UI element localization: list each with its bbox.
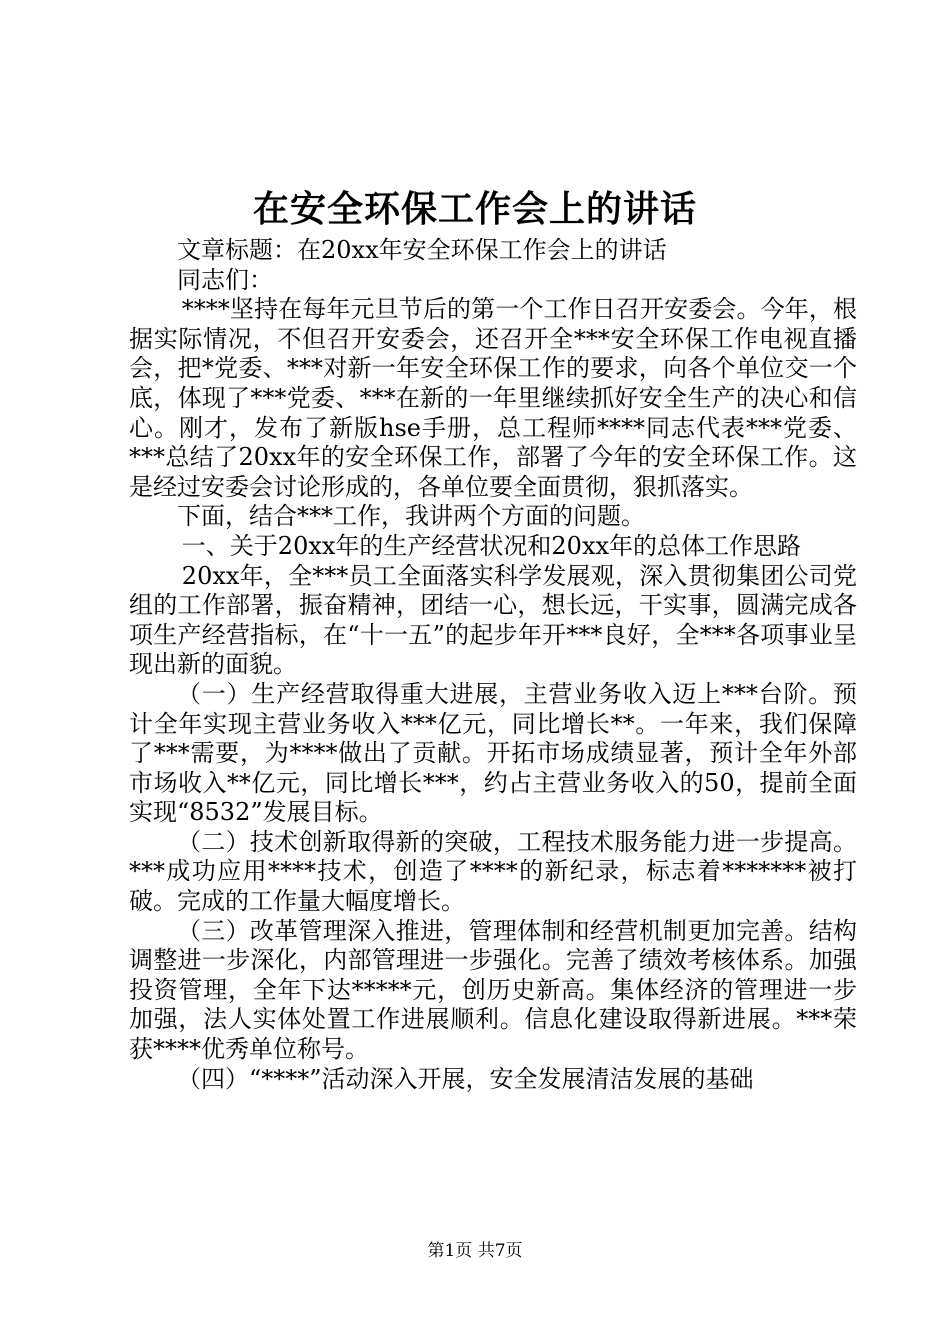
- article-title-line: 文章标题：在20xx年安全环保工作会上的讲话: [177, 236, 667, 264]
- document-title: 在安全环保工作会上的讲话: [252, 188, 697, 230]
- section-heading-1: 一、关于20xx年的生产经营状况和20xx年的总体工作思路: [181, 531, 802, 560]
- paragraph-summary: 20xx年，全***员工全面落实科学发展观，深入贯彻集团公司党组的工作部署，振奋精神，团结一心，想长远，干实事，圆满完成各项生产经营指标，在“十一五”的起步年开***良好，全***各项事业呈现出新的面貌。: [129, 561, 857, 679]
- document-body: [129, 236, 857, 1094]
- paragraph-point-4: （四）“****”活动深入开展，安全发展清洁发展的基础: [177, 1064, 754, 1093]
- paragraph-point-2: （二）技术创新取得新的突破，工程技术服务能力进一步提高。***成功应用****技术，创造了****的新纪录，标志着*******被打破。完成的工作量大幅度增长。: [129, 827, 857, 916]
- paragraph-point-3: （三）改革管理深入推进，管理体制和经营机制更加完善。结构调整进一步深化，内部管理进一步强化。完善了绩效考核体系。加强投资管理，全年下达*****元，创历史新高。集体经济的管理进一步加强，法人实体处置工作进展顺利。信息化建设取得新进展。***荣获****优秀单位称号。: [129, 916, 857, 1064]
- paragraph-point-1: （一）生产经营取得重大进展，主营业务收入迈上***台阶。预计全年实现主营业务收入***亿元，同比增长**。一年来，我们保障了***需要，为****做出了贡献。开拓市场成绩显著，预计全年外部市场收入**亿元，同比增长***，约占主营业务收入的50，提前全面实现“8532”发展目标。: [129, 679, 857, 827]
- paragraph-intro: ****坚持在每年元旦节后的第一个工作日召开安委会。今年，根据实际情况，不但召开安委会，还召开全***安全环保工作电视直播会，把*党委、***对新一年安全环保工作的要求，向各个单位交一个底，体现了***党委、***在新的一年里继续抓好安全生产的决心和信心。刚才，发布了新版hse手册，总工程师****同志代表***党委、***总结了20xx年的安全环保工作，部署了今年的安全环保工作。这是经过安委会讨论形成的，各单位要全面贯彻，狠抓落实。: [129, 295, 857, 501]
- page-footer: 第1页 共7页: [427, 1241, 523, 1261]
- salutation: 同志们：: [177, 265, 273, 294]
- paragraph-transition: 下面，结合***工作，我讲两个方面的问题。: [177, 502, 645, 531]
